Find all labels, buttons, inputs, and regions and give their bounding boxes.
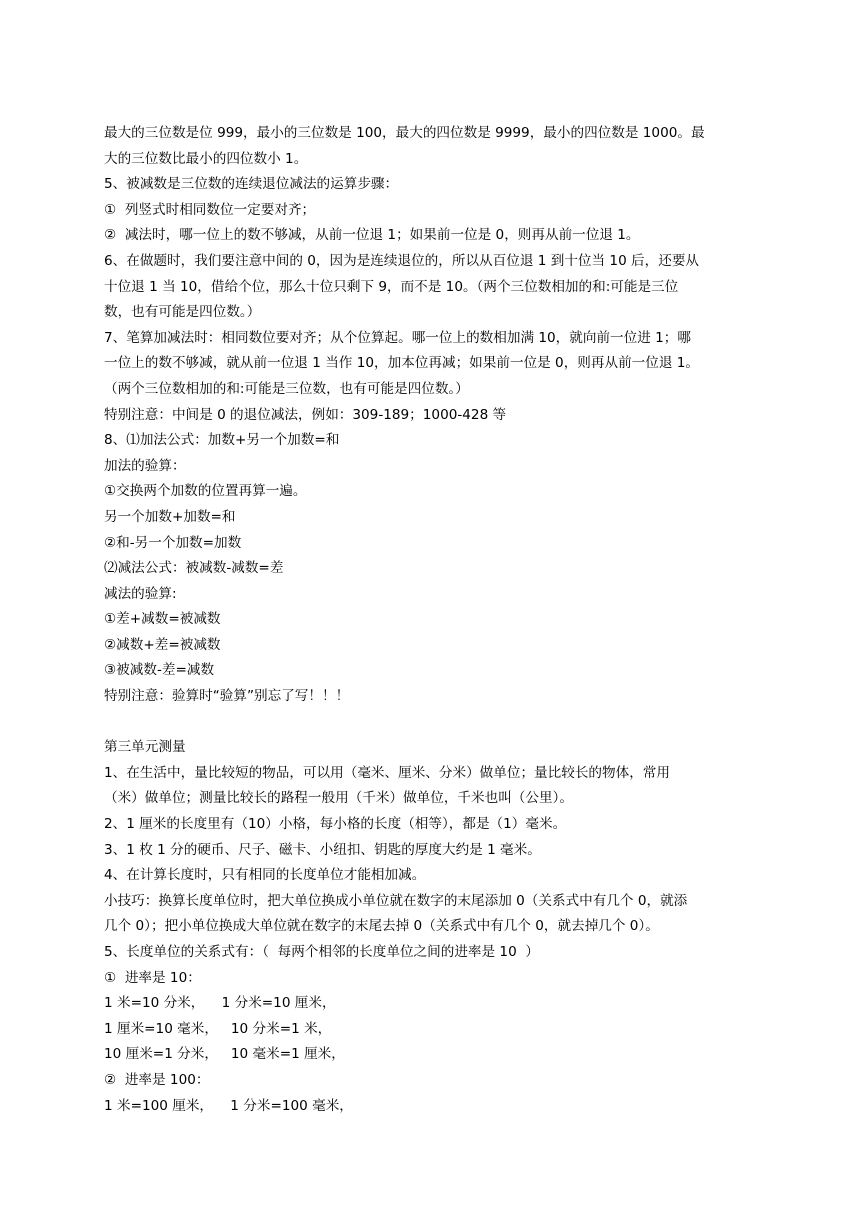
text-line: ① 进率是 10： bbox=[104, 969, 201, 986]
text-line: 特别注意：中间是 0 的退位减法，例如：309-189；1000-428 等 bbox=[104, 406, 507, 423]
text-line: 小技巧：换算长度单位时，把大单位换成小单位就在数字的末尾添加 0（关系式中有几个 0，就添 bbox=[104, 892, 688, 909]
text-line: 1 米=100 厘米， 1 分米=100 毫米， bbox=[104, 1097, 353, 1114]
text-line: ① 列竖式时相同数位一定要对齐； bbox=[104, 201, 316, 218]
text-line: 1、在生活中，量比较短的物品，可以用（毫米、厘米、分米）做单位；量比较长的物体，常用 bbox=[104, 764, 670, 781]
text-line: ①差+减数=被减数 bbox=[104, 611, 221, 628]
document-page bbox=[104, 121, 760, 1119]
text-line: （两个三位数相加的和:可能是三位数，也有可能是四位数。） bbox=[104, 380, 469, 397]
text-line: 1 米=10 分米， 1 分米=10 厘米， bbox=[104, 995, 336, 1012]
text-line: 数，也有可能是四位数。） bbox=[104, 304, 261, 321]
text-line: 5、被减数是三位数的连续退位减法的运算步骤： bbox=[104, 176, 399, 193]
text-line: ⑵减法公式：被减数-减数=差 bbox=[104, 560, 284, 577]
text-line: ② 减法时，哪一位上的数不够减，从前一位退 1；如果前一位是 0，则再从前一位退 1。 bbox=[104, 227, 640, 244]
text-line: 十位退 1 当 10，借给个位，那么十位只剩下 9，而不是 10。（两个三位数相加的和:可能是三位 bbox=[104, 278, 679, 295]
text-line: 1 厘米=10 毫米， 10 分米=1 米， bbox=[104, 1020, 332, 1037]
text-line: （米）做单位；测量比较长的路程一般用（千米）做单位，千米也叫（公里）。 bbox=[104, 790, 573, 807]
text-line: 5、长度单位的关系式有：（ 每两个相邻的长度单位之间的进率是 10 ） bbox=[104, 944, 539, 960]
text-line: 4、在计算长度时，只有相同的长度单位才能相加减。 bbox=[104, 867, 426, 884]
text-line: 10 厘米=1 分米， 10 毫米=1 厘米， bbox=[104, 1046, 345, 1063]
text-line: 2、1 厘米的长度里有（10）小格，每小格的长度（相等），都是（1）毫米。 bbox=[104, 816, 567, 833]
text-line: 最大的三位数是位 999，最小的三位数是 100，最大的四位数是 9999，最小的四位数是 1000。最 bbox=[104, 125, 705, 141]
text-line: ②减数+差=被减数 bbox=[104, 636, 221, 653]
section-heading: 第三单元测量 bbox=[104, 739, 186, 756]
text-line: ②和-另一个加数=加数 bbox=[104, 534, 242, 551]
text-line: ③被减数-差=减数 bbox=[104, 662, 215, 679]
text-line: 8、⑴加法公式：加数+另一个加数=和 bbox=[104, 432, 340, 449]
text-line: ①交换两个加数的位置再算一遍。 bbox=[104, 483, 307, 500]
text-line: ② 进率是 100： bbox=[104, 1071, 210, 1088]
text-line: 另一个加数+加数=和 bbox=[104, 508, 236, 525]
text-line: 3、1 枚 1 分的硬币、尺子、磁卡、小纽扣、钥匙的厚度大约是 1 毫米。 bbox=[104, 841, 541, 858]
blank-line bbox=[104, 710, 760, 736]
text-line: 加法的验算： bbox=[104, 457, 186, 474]
text-line: 几个 0）；把小单位换成大单位就在数字的末尾去掉 0（关系式中有几个 0，就去掉几个 0）。 bbox=[104, 918, 659, 935]
text-line: 一位上的数不够减，就从前一位退 1 当作 10，加本位再减；如果前一位是 0，则再从前一位退 1。 bbox=[104, 355, 700, 372]
text-line: 减法的验算: bbox=[104, 585, 177, 602]
text-line: 大的三位数比最小的四位数小 1。 bbox=[104, 150, 308, 167]
text-line: 特别注意：验算时“验算”别忘了写！！！ bbox=[104, 688, 350, 705]
text-line: 7、笔算加减法时：相同数位要对齐；从个位算起。哪一位上的数相加满 10，就向前一位进 1；哪 bbox=[104, 329, 691, 346]
text-line: 6、在做题时，我们要注意中间的 0，因为是连续退位的，所以从百位退 1 到十位当 10 后，还要从 bbox=[104, 252, 700, 269]
